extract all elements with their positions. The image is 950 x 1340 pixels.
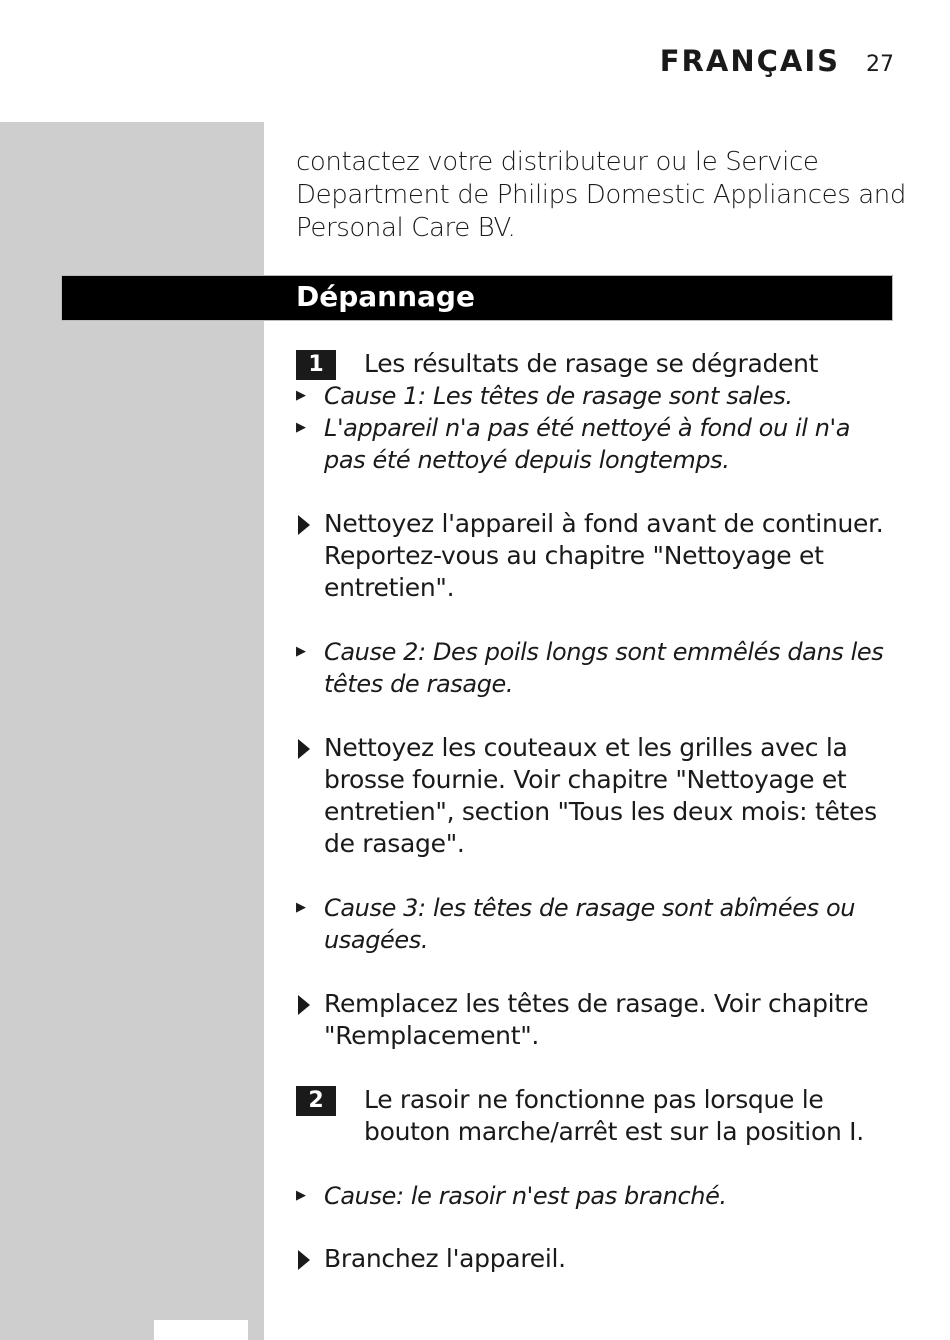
action-item bbox=[296, 508, 896, 604]
cause-item bbox=[296, 412, 896, 476]
triangle-bullet-icon: ▶ bbox=[296, 388, 306, 403]
triangle-bullet-icon: ▶ bbox=[296, 420, 306, 435]
action-text: Remplacez les têtes de rasage. Voir chapitre "Remplacement". bbox=[324, 989, 869, 1050]
page-number: 27 bbox=[866, 52, 894, 77]
footer-tab bbox=[154, 1320, 248, 1340]
triangle-bullet-icon: ▶ bbox=[296, 644, 306, 659]
action-item bbox=[296, 1243, 896, 1275]
action-item bbox=[296, 732, 896, 860]
action-item bbox=[296, 988, 896, 1052]
arrow-bullet-icon bbox=[296, 732, 324, 764]
action-text: Nettoyez l'appareil à fond avant de continuer. Reportez-vous au chapitre "Nettoyage et entretien". bbox=[324, 509, 884, 602]
cause-text: L'appareil n'a pas été nettoyé à fond ou il n'a pas été nettoyé depuis longtemps. bbox=[324, 414, 851, 474]
arrow-bullet-icon bbox=[296, 508, 324, 540]
cause-text: Cause 3: les têtes de rasage sont abîmées ou usagées. bbox=[324, 894, 856, 954]
triangle-bullet-icon: ▶ bbox=[296, 1188, 306, 1203]
cause-item bbox=[296, 892, 896, 956]
page-header bbox=[660, 44, 894, 80]
action-text: Nettoyez les couteaux et les grilles avec la brosse fournie. Voir chapitre "Nettoyage et entretien", section "Tous les deux mois: têtes de rasage". bbox=[324, 733, 877, 858]
section-title: Dépannage bbox=[296, 280, 475, 313]
cause-text: Cause 2: Des poils longs sont emmêlés dans les têtes de rasage. bbox=[324, 638, 884, 698]
cause-text: Cause 1: Les têtes de rasage sont sales. bbox=[324, 382, 793, 410]
problem-title: Le rasoir ne fonctionne pas lorsque le bouton marche/arrêt est sur la position I. bbox=[364, 1085, 864, 1146]
triangle-bullet-icon: ▶ bbox=[296, 900, 306, 915]
cause-item bbox=[296, 636, 896, 700]
problem-title: Les résultats de rasage se dégradent bbox=[364, 349, 819, 378]
cause-item bbox=[296, 380, 896, 412]
arrow-bullet-icon bbox=[296, 988, 324, 1020]
cause-item bbox=[296, 1180, 896, 1212]
language-label: FRANÇAIS bbox=[659, 44, 840, 78]
problem-2-heading bbox=[296, 1084, 896, 1148]
problem-number-badge: 1 bbox=[296, 350, 336, 380]
section-bar bbox=[62, 276, 892, 320]
intro-paragraph: contactez votre distributeur ou le Service Department de Philips Domestic Appliances and Personal Care BV. bbox=[296, 147, 906, 243]
cause-text: Cause: le rasoir n'est pas branché. bbox=[324, 1182, 727, 1210]
action-text: Branchez l'appareil. bbox=[324, 1244, 566, 1273]
problem-1-heading bbox=[296, 348, 896, 380]
problem-number-badge: 2 bbox=[296, 1086, 336, 1116]
arrow-bullet-icon bbox=[296, 1243, 324, 1275]
